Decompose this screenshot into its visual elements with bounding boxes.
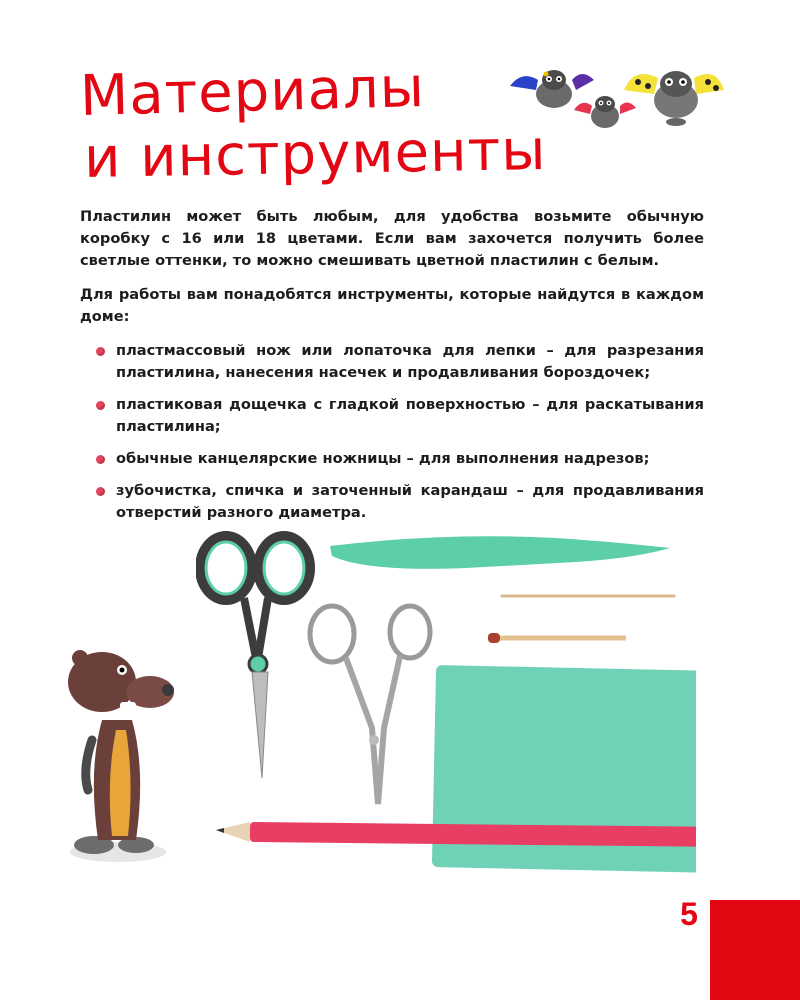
page-title <box>79 54 550 191</box>
bullet-icon <box>96 347 105 356</box>
list-item-text: зубочистка, спичка и заточенный карандаш – для продавливания отверстий разного диаметра. <box>116 482 704 521</box>
list-item <box>116 394 704 438</box>
bat-figure-icon-3 <box>624 71 724 126</box>
tools-list <box>80 340 704 524</box>
list-item <box>116 448 704 470</box>
bullet-icon <box>96 455 105 464</box>
list-item <box>116 340 704 384</box>
bat-figure-icon <box>508 60 728 140</box>
body-text <box>80 206 704 534</box>
scissors-icon-small <box>310 606 430 804</box>
match-icon <box>488 633 626 643</box>
beaver-figure-icon <box>58 640 188 870</box>
bullet-icon <box>96 487 105 496</box>
title-line-2: и инструменты <box>83 117 547 191</box>
list-item <box>116 480 704 524</box>
page-number: 5 <box>680 896 698 932</box>
bullet-icon <box>96 401 105 410</box>
page-corner-block <box>710 900 800 1000</box>
title-line-1: Материалы <box>79 54 426 129</box>
list-item-text: пластиковая дощечка с гладкой поверхностью – для раскатывания пластилина; <box>116 396 704 435</box>
plastic-knife-icon <box>330 536 670 569</box>
intro-paragraph: Пластилин может быть любым, для удобства возьмите обычную коробку с 16 или 18 цветами. Если вам захочется получить более светлые оттенки, то можно смешивать цветной пластилин с белым. <box>80 208 704 269</box>
scissors-icon <box>200 536 310 778</box>
bat-figure-icon-2 <box>574 96 636 128</box>
list-item-text: пластмассовый нож или лопаточка для лепки – для разрезания пластилина, нанесения насечек и продавливания бороздочек; <box>116 342 704 381</box>
bat-figure-icon-1 <box>510 70 594 108</box>
tools-illustration <box>196 528 696 888</box>
tools-intro-paragraph: Для работы вам понадобятся инструменты, которые найдутся в каждом доме: <box>80 286 704 325</box>
list-item-text: обычные канцелярские ножницы – для выполнения надрезов; <box>116 450 650 467</box>
